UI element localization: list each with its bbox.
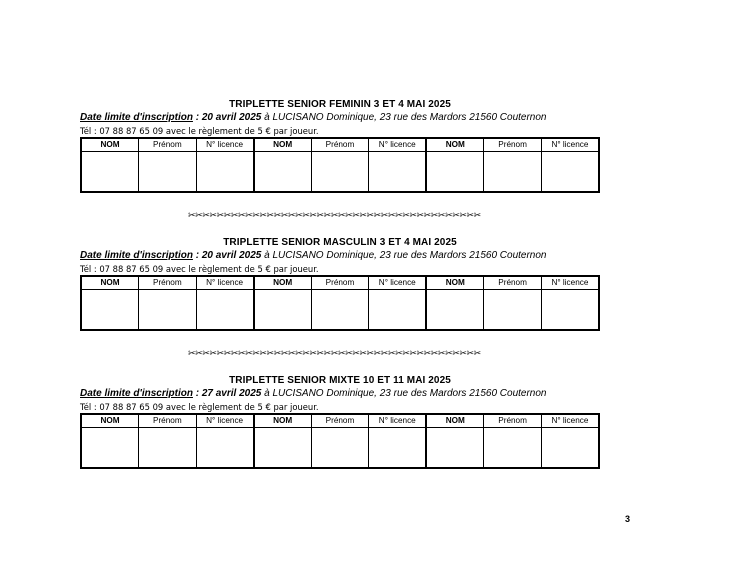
entry-cell-licence[interactable] [541,428,599,469]
entry-cell-prenom[interactable] [311,428,369,469]
section-title: TRIPLETTE SENIOR MASCULIN 3 ET 4 MAI 2025 [223,237,457,248]
table-header-row [81,414,599,428]
header-licence: N° licence [196,138,254,152]
entry-cell-prenom[interactable] [484,290,542,331]
entry-cell-prenom[interactable] [139,428,197,469]
table-entry-row [81,428,599,469]
header-nom: NOM [426,414,484,428]
entry-cell-nom[interactable] [254,290,312,331]
entry-cell-prenom[interactable] [484,152,542,193]
deadline-date: 27 avril 2025 [201,388,262,399]
registration-table [80,413,600,469]
phone-line: Tél : 07 88 87 65 09 avec le règlement de 5 € par joueur. [80,402,319,412]
header-prenom: Prénom [311,414,369,428]
entry-cell-prenom[interactable] [484,428,542,469]
entry-cell-nom[interactable] [254,152,312,193]
header-nom: NOM [81,414,139,428]
deadline-line [80,249,600,263]
deadline-line [80,111,600,125]
header-prenom: Prénom [139,414,197,428]
deadline-address: à LUCISANO Dominique, 23 rue des Mardors 21560 Couternon [261,112,547,123]
header-nom: NOM [426,138,484,152]
registration-table [80,275,600,331]
header-prenom: Prénom [311,276,369,290]
entry-cell-nom[interactable] [81,290,139,331]
header-licence: N° licence [541,138,599,152]
header-prenom: Prénom [484,276,542,290]
header-nom: NOM [254,276,312,290]
header-nom: NOM [426,276,484,290]
header-licence: N° licence [541,276,599,290]
entry-cell-licence[interactable] [541,290,599,331]
deadline-date: 20 avril 2025 [201,112,262,123]
entry-cell-licence[interactable] [369,428,427,469]
phone-line: Tél : 07 88 87 65 09 avec le règlement de 5 € par joueur. [80,264,319,274]
scissors-cut-line: ✂✂✂✂✂✂✂✂✂✂✂✂✂✂✂✂✂✂✂✂✂✂✂✂✂✂✂✂✂✂✂✂✂✂✂✂✂✂✂✂✂ [188,211,481,221]
deadline-label: Date limite d'inscription [80,112,193,123]
section-title: TRIPLETTE SENIOR MIXTE 10 ET 11 MAI 2025 [229,375,451,386]
header-prenom: Prénom [139,138,197,152]
entry-cell-licence[interactable] [196,152,254,193]
entry-cell-licence[interactable] [541,152,599,193]
header-prenom: Prénom [484,138,542,152]
registration-section-feminin [80,98,600,193]
entry-cell-nom[interactable] [426,152,484,193]
header-nom: NOM [254,138,312,152]
deadline-separator: : [192,250,202,261]
deadline-line [80,387,600,401]
header-licence: N° licence [369,276,427,290]
deadline-separator: : [192,388,202,399]
registration-section-mixte [80,374,600,469]
entry-cell-nom[interactable] [81,428,139,469]
entry-cell-nom[interactable] [81,152,139,193]
deadline-label: Date limite d'inscription [80,388,193,399]
entry-cell-licence[interactable] [369,290,427,331]
header-licence: N° licence [541,414,599,428]
entry-cell-licence[interactable] [369,152,427,193]
header-prenom: Prénom [484,414,542,428]
entry-cell-nom[interactable] [426,428,484,469]
entry-cell-nom[interactable] [254,428,312,469]
header-nom: NOM [81,276,139,290]
header-prenom: Prénom [139,276,197,290]
table-header-row [81,138,599,152]
deadline-address: à LUCISANO Dominique, 23 rue des Mardors 21560 Couternon [261,388,547,399]
entry-cell-prenom[interactable] [311,290,369,331]
header-licence: N° licence [196,276,254,290]
header-nom: NOM [81,138,139,152]
entry-cell-prenom[interactable] [311,152,369,193]
deadline-separator: : [192,112,202,123]
registration-section-masculin [80,236,600,331]
header-prenom: Prénom [311,138,369,152]
table-entry-row [81,290,599,331]
entry-cell-prenom[interactable] [139,290,197,331]
table-header-row [81,276,599,290]
registration-table [80,137,600,193]
page-number: 3 [625,514,631,524]
entry-cell-licence[interactable] [196,290,254,331]
table-entry-row [81,152,599,193]
deadline-date: 20 avril 2025 [201,250,262,261]
entry-cell-nom[interactable] [426,290,484,331]
entry-cell-prenom[interactable] [139,152,197,193]
section-title: TRIPLETTE SENIOR FEMININ 3 ET 4 MAI 2025 [229,99,451,110]
scissors-cut-line: ✂✂✂✂✂✂✂✂✂✂✂✂✂✂✂✂✂✂✂✂✂✂✂✂✂✂✂✂✂✂✂✂✂✂✂✂✂✂✂✂✂ [188,349,481,359]
header-licence: N° licence [369,138,427,152]
header-nom: NOM [254,414,312,428]
header-licence: N° licence [369,414,427,428]
phone-line: Tél : 07 88 87 65 09 avec le règlement de 5 € par joueur. [80,126,319,136]
deadline-address: à LUCISANO Dominique, 23 rue des Mardors 21560 Couternon [261,250,547,261]
deadline-label: Date limite d'inscription [80,250,193,261]
entry-cell-licence[interactable] [196,428,254,469]
header-licence: N° licence [196,414,254,428]
